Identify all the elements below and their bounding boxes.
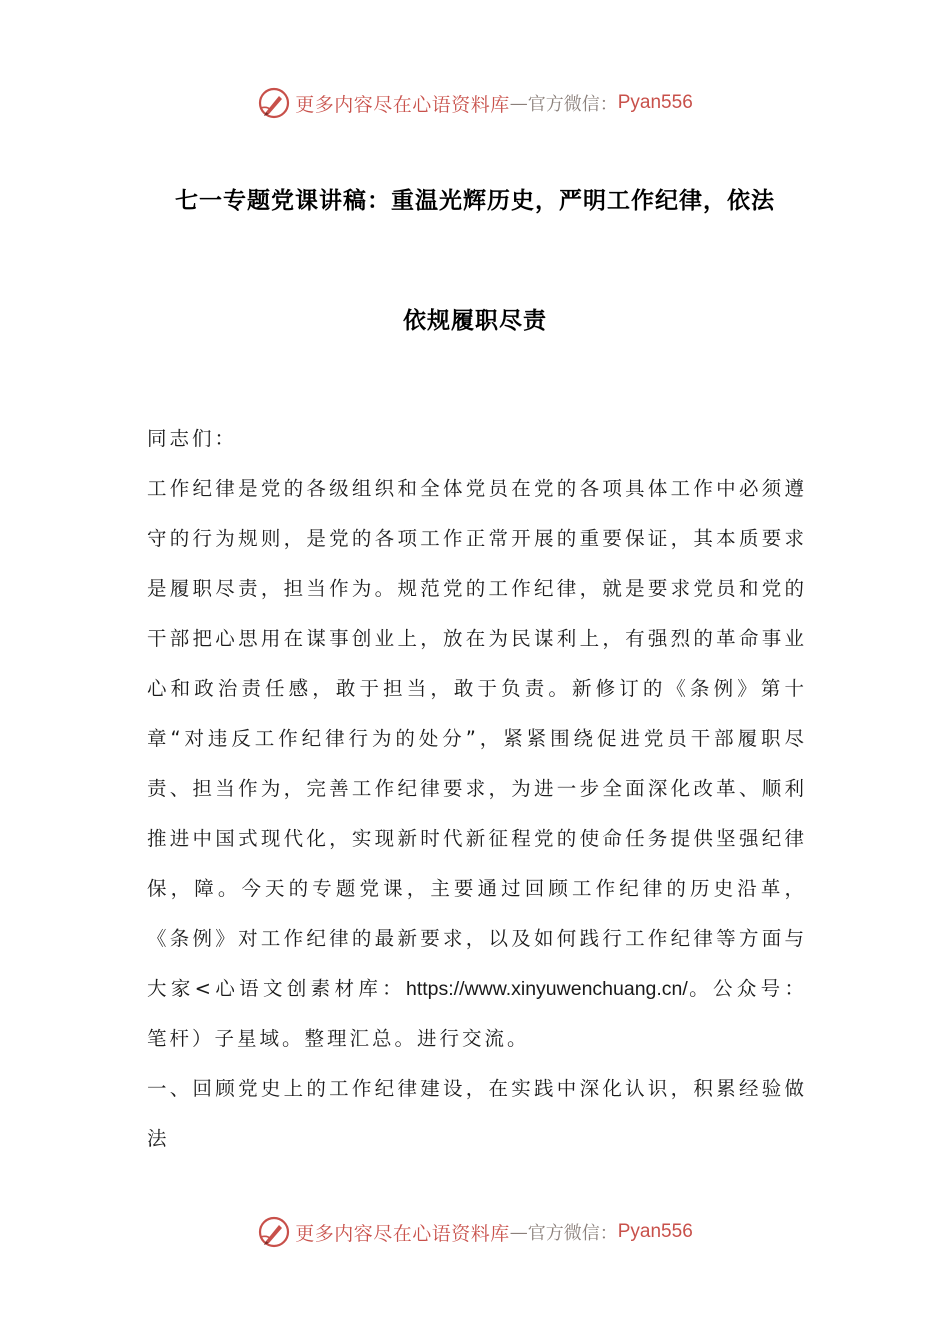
website-url: https://www.xinyuwenchuang.cn/ [406,978,688,1000]
document-body [147,414,807,1164]
footer-watermark-banner [0,1212,950,1252]
document-title-line-2: 依规履职尽责 [403,308,547,334]
document-title-line-1: 七一专题党课讲稿：重温光辉历史，严明工作纪律，依法 [175,188,775,214]
banner-sub-text: 官方微信： [527,94,618,115]
banner-main-text: 更多内容尽在心语资料库 [295,93,510,116]
paragraph-1-text-a: 工作纪律是党的各级组织和全体党员在党的各项具体工作中必须遵守的行为规则，是党的各项工作正常开展的重要保证，其本质要求是履职尽责，担当作为。规范党的工作纪律，就是要求党员和党的干部把心思用在谋事创业上，放在为民谋利上，有强烈的革命事业心和政治责任感，敢于担当，敢于负责。新修订的《条例》第十章“对违反工作纪律行为的处分”，紧紧围绕促进党员干部履职尽责、担当作为，完善工作纪律要求，为进一步全面深化改革、顺利推进中国式现代化，实现新时代新征程党的使命任务提供坚强纪律保，障。今天的专题党课，主要通过回顾工作纪律的历史沿革，《条例》对工作纪律的最新要求，以及如何践行工作纪律等方面与大家<心语文创素材库： [147,477,807,1000]
banner-main-text: 更多内容尽在心语资料库 [295,1222,510,1245]
pen-logo-icon [257,1215,291,1249]
banner-wechat-id: Pyan556 [617,1221,693,1242]
greeting: 同志们： [147,427,238,450]
header-watermark-banner [0,83,950,123]
paragraph-1-text-b: 。公众号：笔杆）子星域。整理汇总。进行交流。 [147,977,807,1050]
section-heading-1: 一、回顾党史上的工作纪律建设，在实践中深化认识，积累经验做法 [147,1077,807,1150]
banner-sub-text: 官方微信： [527,1223,618,1244]
banner-dash: — [509,92,528,114]
banner-dash: — [509,1221,528,1243]
paragraph-1 [147,464,807,1064]
banner-wechat-id: Pyan556 [617,92,693,113]
pen-logo-icon [257,86,291,120]
